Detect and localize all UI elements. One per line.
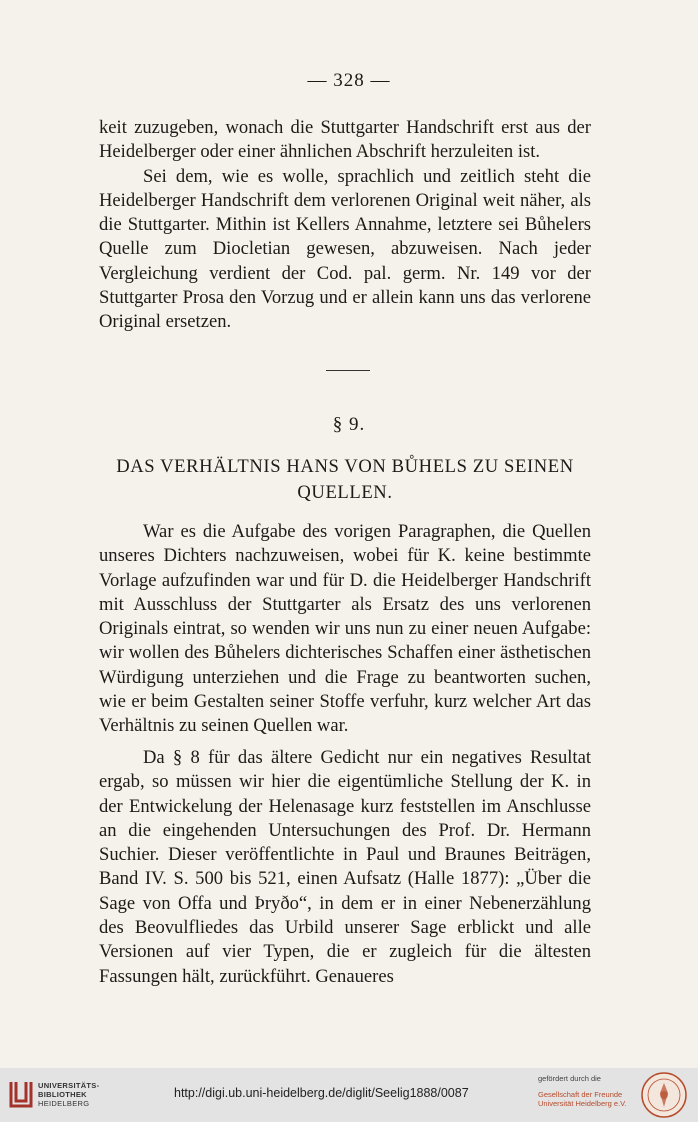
sponsor-line: Gesellschaft der Freunde [538,1090,623,1099]
library-name [38,1081,99,1108]
section-divider [326,370,370,371]
text-block-middle [99,520,591,739]
section-heading: DAS VERHÄLTNIS HANS VON BŮHELS ZU SEINEN QUELLEN. [116,456,574,503]
paragraph-aufgabe: War es die Aufgabe des vorigen Paragraphen, die Quellen unseres Dichters nachzuweisen, wobei für K. keine bestimmte Vorlage aufzufinden war und für D. die Heidelberger Handschrift mit Ausschluss der Stuttgarter als Ersatz des uns verlorenen Originals eintrat, so wenden wir uns nun zu einer neuen Aufgabe: wir wollen des Bůhelers dichterisches Schaffen einer ästhetischen Würdigung unterziehen und die Frage zu beantworten suchen, wie er beim Gestalten seiner Stoffe verfuhr, kurz welcher Art das Verhältnis zu seinen Quellen war. [99,521,591,737]
university-library-logo-icon [8,1078,34,1110]
sponsor-name [538,1090,627,1108]
sponsor-label: gefördert durch die [538,1074,601,1083]
text-block-top [99,116,591,335]
viewer-footer [0,1068,698,1122]
library-name-line: BIBLIOTHEK [38,1090,87,1099]
paragraph-sei-dem: Sei dem, wie es wolle, sprachlich und zeitlich steht die Heidelberger Handschrift dem verlorenen Original weit näher, als die Stuttgarter. Mithin ist Kellers Annahme, letztere sei Bůhelers Quelle zum Diocletian gewesen, abzuweisen. Nach jeder Vergleichung verdient der Cod. pal. germ. Nr. 149 vor der Stuttgarter Prosa den Vorzug und er allein kann uns das verlorene Original ersetzen. [99,165,591,333]
text-block-bottom [99,746,591,989]
sponsor-line: Universität Heidelberg e.V. [538,1099,627,1108]
permalink-url[interactable]: http://digi.ub.uni-heidelberg.de/diglit/Seelig1888/0087 [174,1086,469,1100]
library-name-line: UNIVERSITÄTS- [38,1081,100,1090]
paragraph-resultat: Da § 8 für das ältere Gedicht nur ein negatives Resultat ergab, so müssen wir hier die eigentümliche Stellung der K. in der Entwickelung der Helenasage kurz feststellen im Anschlusse an die eingehenden Untersuchungen des Prof. Dr. Hermann Suchier. Dieser veröffentlichte in Paul und Braunes Beiträgen, Band IV. S. 500 bis 521, einen Aufsatz (Halle 1877): „Über die Sage von Offa und Þryðo“, in dem er in einer Nebenerzählung des Beovulfliedes das Urbild unserer Sage erblickt und alle Versionen auf vier Typen, die er zugleich für die ältesten Fassungen hält, zurückführt. Genaueres [99,747,591,987]
section-number: § 9. [332,414,366,435]
university-seal-icon [640,1071,688,1119]
paragraph-continuation: keit zuzugeben, wonach die Stuttgarter Handschrift erst aus der Heidelberger oder einer ähnlichen Abschrift herzuleiten ist. [99,117,591,163]
page-number: — 328 — [307,70,391,91]
library-name-line: HEIDELBERG [38,1099,90,1108]
